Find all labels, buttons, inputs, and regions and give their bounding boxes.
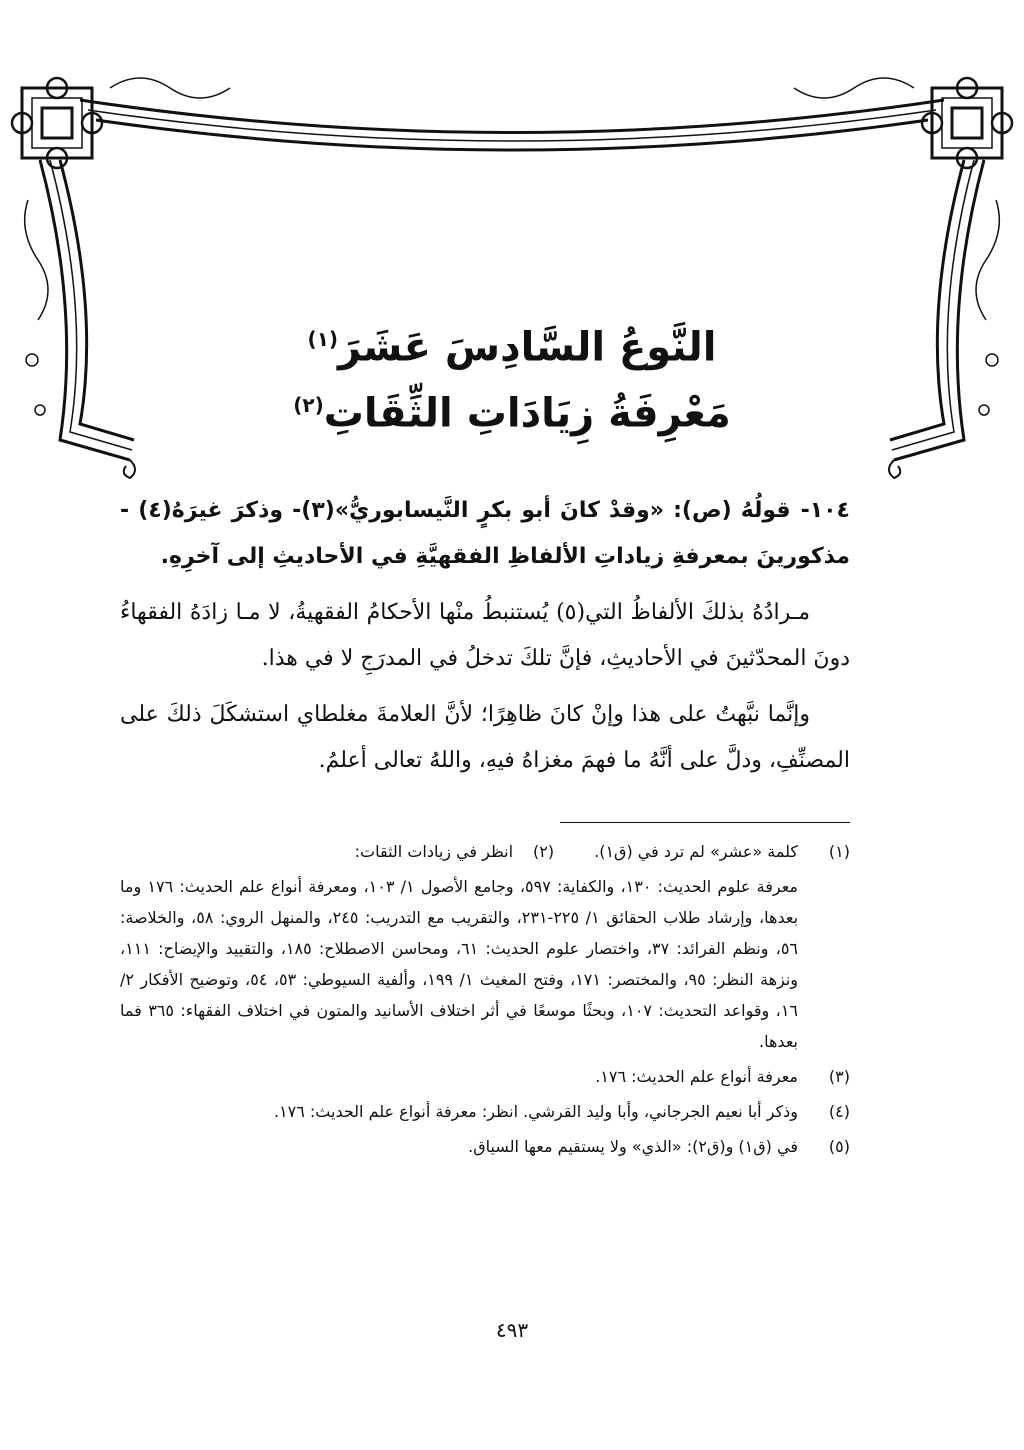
title-line-2-footnote-ref: (٢) xyxy=(293,393,324,418)
footnote-text: معرفة أنواع علم الحديث: ١٧٦. xyxy=(595,1067,798,1086)
paragraph-104 xyxy=(120,488,850,580)
main-text xyxy=(120,488,850,794)
paragraph-2: مـرادُهُ بذلكَ الألفاظُ التي(٥) يُستنبطُ منْها الأحكامُ الفقهيةُ، لا مـا زادَهُ الفقهاءُ دونَ المحدّثينَ في الأحاديثِ، فإنَّ تلكَ تدخلُ في المدرَجِ لا في هذا. xyxy=(120,600,850,671)
footnote-2-text: انظر في زيادات الثقات: xyxy=(354,842,514,861)
footnote-5 xyxy=(120,1131,850,1162)
footnote-1 xyxy=(120,836,850,867)
footnote-2-continuation xyxy=(120,871,850,1057)
footnote-number xyxy=(798,871,850,1057)
footnotes xyxy=(120,836,850,1166)
chapter-title xyxy=(150,310,874,443)
footnote-3 xyxy=(120,1061,850,1092)
title-line-1 xyxy=(150,310,874,376)
footnote-number: (٣) xyxy=(828,1067,850,1086)
footnote-text: وذكر أبا نعيم الجرجاني، وأبا وليد القرشي. انظر: معرفة أنواع علم الحديث: ١٧٦. xyxy=(273,1102,798,1121)
footnote-number: (٤) xyxy=(828,1102,850,1121)
title-line-2 xyxy=(150,376,874,442)
footnote-number: (٥) xyxy=(828,1137,850,1156)
paragraph-3: وإنَّما نبَّهتُ على هذا وإنْ كانَ ظاهِرًا؛ لأنَّ العلامةَ مغلطاي استشكَلَ ذلكَ على المصنِّفِ، ودلَّ على أنَّهُ ما فهمَ مغزاهُ فيهِ، واللهُ تعالى أعلمُ. xyxy=(120,702,850,773)
paragraph-104-text: قولُهُ (ص): «وقدْ كانَ أبو بكرٍ النَّيسابوريُّ»(٣)- وذكرَ غيرَهُ(٤) - مذكورينَ بمعرفةِ زياداتِ الألفاظِ الفقهيَّةِ في الأحاديثِ إلى آخرِهِ. xyxy=(120,498,850,569)
page-number: ٤٩٣ xyxy=(495,1318,529,1342)
footnote-2-number: (٢) xyxy=(533,842,555,861)
title-line-2-text: مَعْرِفَةُ زِيَادَاتِ الثِّقَاتِ xyxy=(323,390,731,437)
footnote-number: (١) xyxy=(828,842,850,861)
footnote-4 xyxy=(120,1096,850,1127)
footnote-separator xyxy=(560,822,850,823)
footnote-text xyxy=(120,836,798,867)
title-line-1-footnote-ref: (١) xyxy=(307,327,339,351)
footnote-1-text: كلمة «عشر» لم ترد في (ق١). xyxy=(594,842,798,861)
footnote-text: معرفة علوم الحديث: ١٣٠، والكفاية: ٥٩٧، وجامع الأصول ١/ ١٠٣، ومعرفة أنواع علم الحديث: ١٧٦ وما بعدها، وإرشاد طلاب الحقائق ١/ ٢٢٥-٢٣١، والتقريب مع التدريب: ٢٤٥، والمنهل الروي: ٥٨، والخلاصة: ٥٦، ونظم الفرائد: ٣٧، واختصار علوم الحديث: ٦١، ومحاسن الاصطلاح: ١٨٥، والتقييد والإيضاح: ١١١، ونزهة النظر: ٩٥، والمختصر: ١٧١، وفتح المغيث ١/ ١٩٩، وألفية السيوطي: ٥٣، ٥٤، وتوضيح الأفكار ٢/ ١٦، وقواعد التحديث: ١٠٧، وبحثًا موسعًا في أثر اختلاف الأسانيد والمتون في اختلاف الفقهاء: ٣٦٥ فما بعدها. xyxy=(120,877,799,1051)
footnote-text: في (ق١) و(ق٢): «الذي» ولا يستقيم معها السياق. xyxy=(468,1137,798,1156)
title-line-1-text: النَّوعُ السَّادِسَ عَشَرَ xyxy=(338,324,717,371)
paragraph-number: ١٠٤- xyxy=(800,498,850,523)
